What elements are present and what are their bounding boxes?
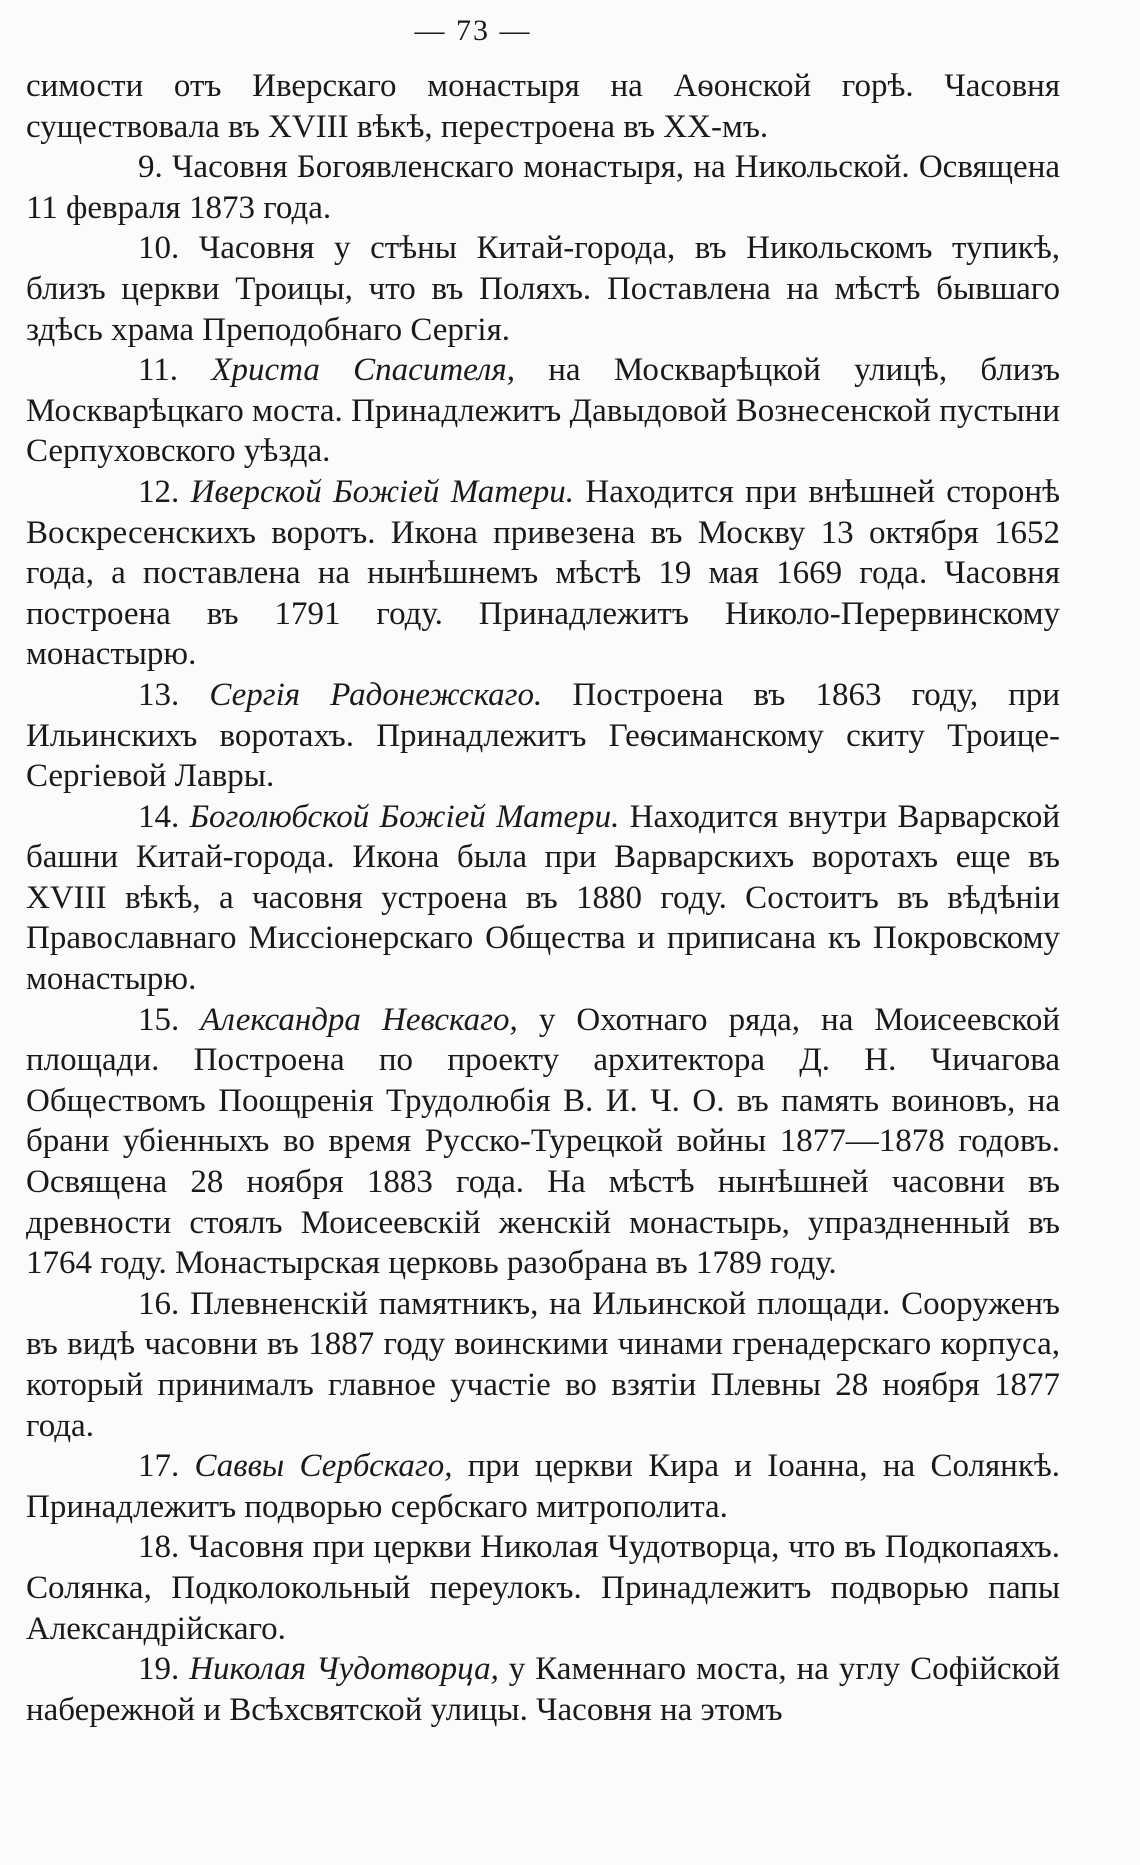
entry-text: Плевненскій памятникъ, на Ильинской площади. Сооруженъ въ видѣ часовни въ 1887 году воинскими чинами гренадерскаго корпуса, который принималъ главное участіе во взятіи Плевны 28 ноября 1877 года. [26, 1285, 1060, 1444]
entry-number: 10. [138, 230, 180, 267]
page [26, 0, 1060, 1730]
page-number: — 73 — [414, 14, 532, 47]
entry-text: Построена въ 1863 году, при Ильинскихъ воротахъ. Принадлежитъ Геѳсиманскому скиту Троице-Сергіевой Лавры. [26, 676, 1061, 795]
entry-number: 14. [138, 798, 180, 835]
entry-18 [26, 1527, 1060, 1649]
entry-16 [26, 1284, 1060, 1446]
entry-number: 9. [138, 149, 163, 186]
entry-number: 12. [138, 473, 180, 510]
entry-text: Часовня при церкви Николая Чудотворца, что въ Подкопаяхъ. Солянка, Подколокольный переулокъ. Принадлежитъ подворью папы Александрійскаго. [26, 1529, 1061, 1647]
entry-9 [26, 147, 1060, 228]
entry-text: Находится при внѣшней сторонѣ Воскресенскихъ воротъ. Икона привезена въ Москву 13 октября 1652 года, а поставлена на нынѣшнемъ мѣстѣ 19 мая 1669 года. Часовня построена въ 1791 году. Принадлежитъ Николо-Перервинскому монастырю. [26, 473, 1061, 673]
entry-title: Боголюбской Божіей Матери. [189, 798, 620, 835]
entry-12 [26, 472, 1060, 675]
entry-14 [26, 797, 1060, 1000]
entry-number: 19. [138, 1651, 180, 1688]
paragraph-continued [26, 66, 1060, 147]
entry-number: 16. [138, 1285, 180, 1322]
entry-number: 18. [138, 1529, 180, 1566]
entry-title: Саввы Сербскаго, [194, 1448, 453, 1485]
entry-19 [26, 1649, 1060, 1730]
entry-text: Часовня у стѣны Китай-города, въ Никольскомъ тупикѣ, близъ церкви Троицы, что въ Поляхъ. Поставлена на мѣстѣ бывшаго здѣсь храма Преподобнаго Сергія. [26, 230, 1060, 348]
entry-11 [26, 350, 1060, 472]
entry-13 [26, 675, 1060, 797]
entry-17 [26, 1446, 1060, 1527]
entry-text: у Охотнаго ряда, на Моисеевской площади. Построена по проекту архитектора Д. Н. Чичагова Обществомъ Поощренія Трудолюбія В. И. Ч. О. въ память воиновъ, на брани убіенныхъ во время Русско-Турецкой войны 1877—1878 годовъ. Освящена 28 ноября 1883 года. На мѣстѣ нынѣшней часовни въ древности стоялъ Моисеевскій женскій монастырь, упраздненный въ 1764 году. Монастырская церковь разобрана въ 1789 году. [26, 1001, 1061, 1282]
entry-10 [26, 228, 1060, 350]
entry-text: при церкви Кира и Іоанна, на Солянкѣ. Принадлежитъ подворью сербскаго митрополита. [26, 1448, 1061, 1525]
entry-number: 15. [138, 1001, 180, 1038]
entry-number: 17. [138, 1448, 180, 1485]
entry-text: у Каменнаго моста, на углу Софійской набережной и Всѣхсвятской улицы. Часовня на этомъ [26, 1651, 1061, 1728]
entry-15 [26, 1000, 1060, 1284]
entry-number: 13. [138, 676, 180, 713]
entry-title: Александра Невскаго, [200, 1001, 518, 1038]
entry-title: Сергія Радонежскаго. [209, 676, 543, 713]
entry-title: Христа Спасителя, [211, 352, 515, 389]
entry-text: на Москварѣцкой улицѣ, близъ Москварѣцкаго моста. Принадлежитъ Давыдовой Вознесенской пустыни Серпуховского уѣзда. [26, 352, 1061, 470]
entry-title: Иверской Божіей Матери. [190, 473, 574, 510]
entry-title: Николая Чудотворца, [189, 1651, 499, 1688]
entry-text: Часовня Богоявленскаго монастыря, на Никольской. Освящена 11 февраля 1873 года. [26, 149, 1061, 226]
entry-text: Находится внутри Варварской башни Китай-города. Икона была при Варварскихъ воротахъ еще въ XVIII вѣкѣ, а часовня устроена въ 1880 году. Состоитъ въ вѣдѣніи Православнаго Миссіонерскаго Общества и приписана къ Покровскому монастырю. [26, 798, 1061, 998]
paragraph-text: симости отъ Иверскаго монастыря на Аѳонской горѣ. Часовня существовала въ XVIII вѣкѣ, перестроена въ XX-мъ. [26, 68, 1060, 145]
entry-number: 11. [138, 352, 179, 389]
body-text [26, 66, 1060, 1730]
